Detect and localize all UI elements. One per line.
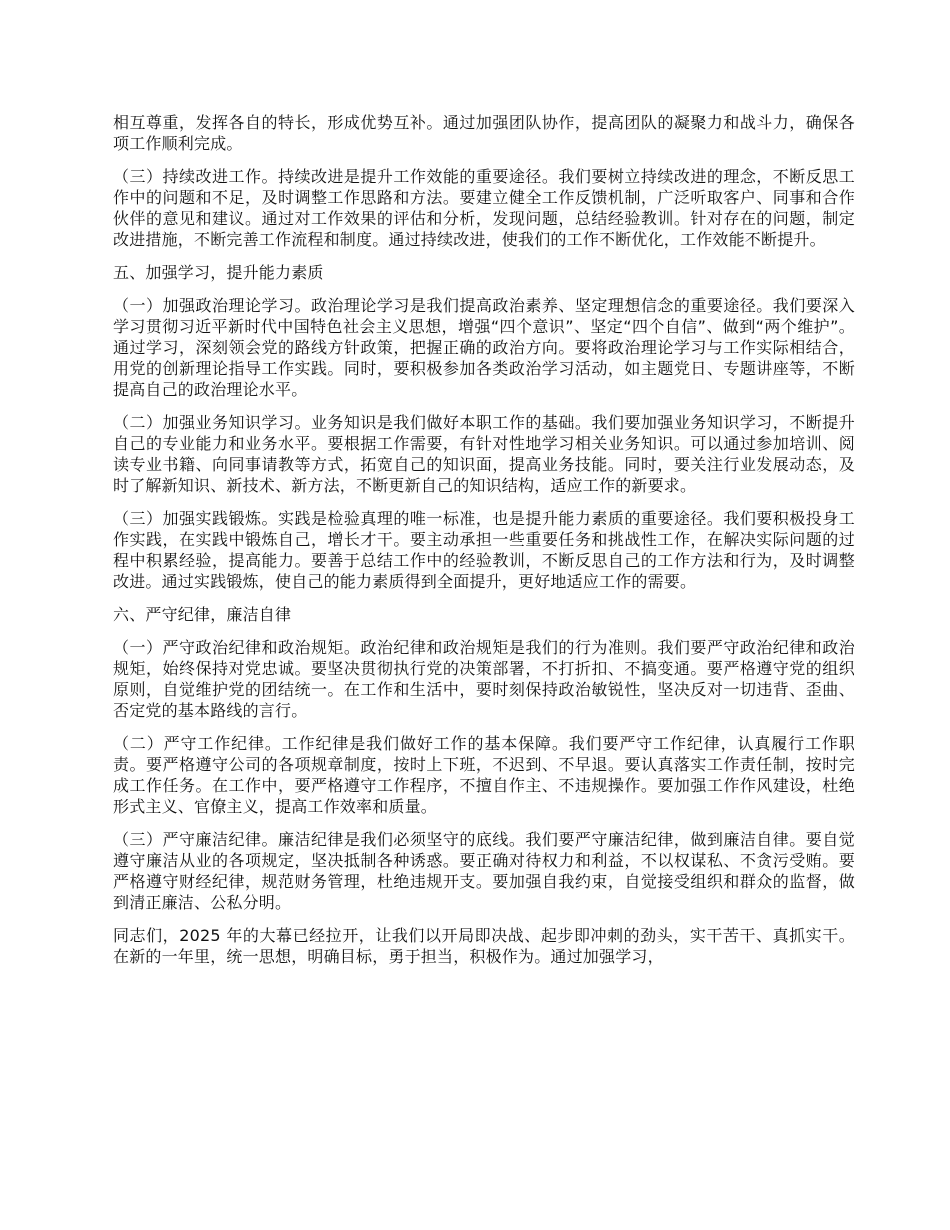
document-page <box>113 112 855 979</box>
paragraph-team-cooperation: 相互尊重，发挥各自的特长，形成优势互补。通过加强团队协作，提高团队的凝聚力和战斗力，确保各项工作顺利完成。 <box>113 113 855 153</box>
paragraph-integrity-discipline: （三）严守廉洁纪律。廉洁纪律是我们必须坚守的底线。我们要严守廉洁纪律，做到廉洁自律。要自觉遵守廉洁从业的各项规定，坚决抵制各种诱惑。要正确对待权力和利益，不以权谋私、不贪污受贿。要严格遵守财经纪律，规范财务管理，杜绝违规开支。要加强自我约束，自觉接受组织和群众的监督，做到清正廉洁、公私分明。 <box>113 830 855 912</box>
paragraph-political-theory: （一）加强政治理论学习。政治理论学习是我们提高政治素养、坚定理想信念的重要途径。我们要深入学习贯彻习近平新时代中国特色社会主义思想，增强“四个意识”、坚定“四个自信”、做到“两个维护”。通过学习，深刻领会党的路线方针政策，把握正确的政治方向。要将政治理论学习与工作实际相结合，用党的创新理论指导工作实践。同时，要积极参加各类政治学习活动，如主题党日、专题讲座等，不断提高自己的政治理论水平。 <box>113 296 855 399</box>
paragraph-continuous-improvement: （三）持续改进工作。持续改进是提升工作效能的重要途径。我们要树立持续改进的理念，不断反思工作中的问题和不足，及时调整工作思路和方法。要建立健全工作反馈机制，广泛听取客户、同事和合作伙伴的意见和建议。通过对工作效果的评估和分析，发现问题，总结经验教训。针对存在的问题，制定改进措施，不断完善工作流程和制度。通过持续改进，使我们的工作不断优化，工作效能不断提升。 <box>113 167 855 249</box>
section-heading-discipline: 六、严守纪律，廉洁自律 <box>113 605 292 624</box>
paragraph-closing: 同志们，2025 年的大幕已经拉开，让我们以开局即决战、起步即冲刺的劲头，实干苦干、真抓实干。在新的一年里，统一思想，明确目标，勇于担当，积极作为。通过加强学习， <box>113 926 855 966</box>
paragraph-business-knowledge: （二）加强业务知识学习。业务知识是我们做好本职工作的基础。我们要加强业务知识学习，不断提升自己的专业能力和业务水平。要根据工作需要，有针对性地学习相关业务知识。可以通过参加培训、阅读专业书籍、向同事请教等方式，拓宽自己的知识面，提高业务技能。同时，要关注行业发展动态，及时了解新知识、新技术、新方法，不断更新自己的知识结构，适应工作的新要求。 <box>113 413 855 495</box>
paragraph-work-discipline: （二）严守工作纪律。工作纪律是我们做好工作的基本保障。我们要严守工作纪律，认真履行工作职责。要严格遵守公司的各项规章制度，按时上下班，不迟到、不早退。要认真落实工作责任制，按时完成工作任务。在工作中，要严格遵守工作程序，不擅自作主、不违规操作。要加强工作作风建设，杜绝形式主义、官僚主义，提高工作效率和质量。 <box>113 734 855 816</box>
paragraph-political-discipline: （一）严守政治纪律和政治规矩。政治纪律和政治规矩是我们的行为准则。我们要严守政治纪律和政治规矩，始终保持对党忠诚。要坚决贯彻执行党的决策部署，不打折扣、不搞变通。要严格遵守党的组织原则，自觉维护党的团结统一。在工作和生活中，要时刻保持政治敏锐性，坚决反对一切违背、歪曲、否定党的基本路线的言行。 <box>113 638 855 720</box>
paragraph-practice: （三）加强实践锻炼。实践是检验真理的唯一标准，也是提升能力素质的重要途径。我们要积极投身工作实践，在实践中锻炼自己，增长才干。要主动承担一些重要任务和挑战性工作，在解决实际问题的过程中积累经验，提高能力。要善于总结工作中的经验教训，不断反思自己的工作方法和行为，及时调整改进。通过实践锻炼，使自己的能力素质得到全面提升，更好地适应工作的需要。 <box>113 509 855 591</box>
section-heading-study: 五、加强学习，提升能力素质 <box>113 263 324 282</box>
